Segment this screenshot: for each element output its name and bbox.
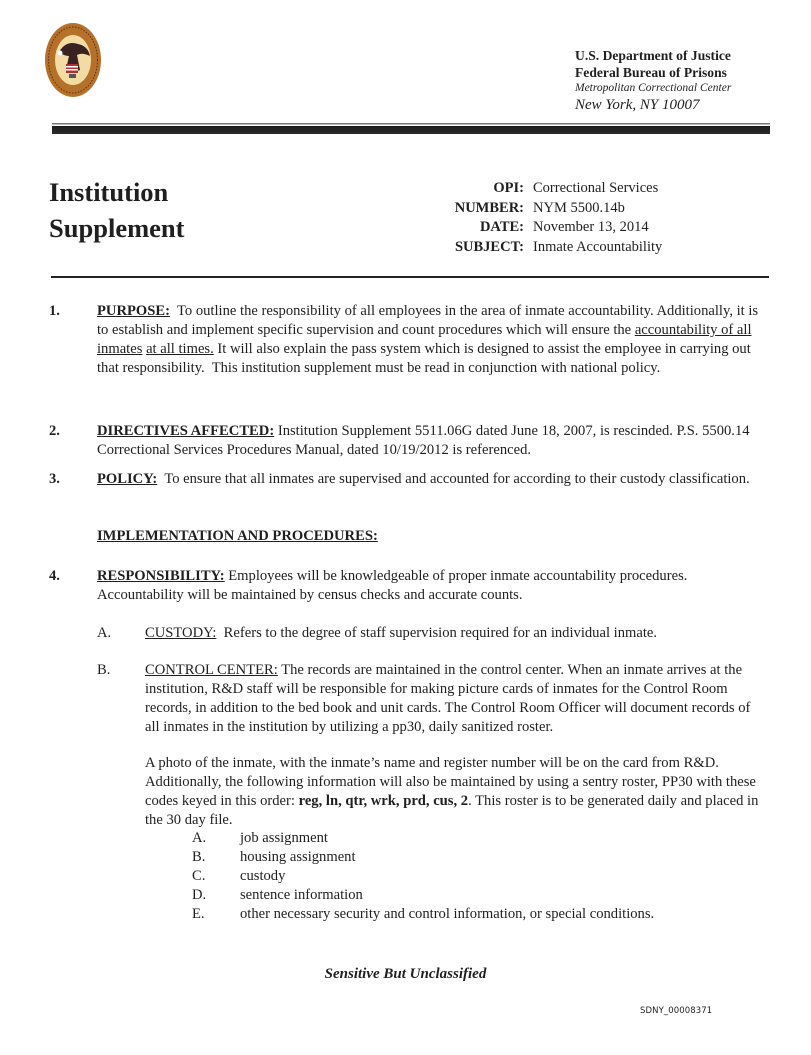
section-heading: DIRECTIVES AFFECTED:: [97, 423, 275, 439]
roster-text: A photo of the inmate, with the inmate’s name and register number will be on the card from R&D. Additionally, the following information will also be maintained by using a sentry roster, PP30 with these codes keyed in this order:: [145, 755, 756, 809]
subsection-heading: CONTROL CENTER:: [145, 662, 278, 678]
document-title: [49, 174, 184, 246]
meta-key: DATE:: [479, 219, 524, 235]
list-item: [192, 905, 654, 924]
roster-items-list: [192, 829, 654, 924]
section-number: 3.: [49, 471, 60, 487]
section-heading: RESPONSIBILITY:: [97, 568, 225, 584]
meta-subject: [400, 238, 662, 258]
item-text: other necessary security and control information, or special conditions.: [240, 906, 655, 922]
section-number: 2.: [49, 423, 60, 439]
section-text: Employees will be knowledgeable of proper inmate accountability procedures. Accountability will be maintained by census checks and accurate counts.: [97, 568, 688, 603]
meta-key: SUBJECT:: [454, 238, 524, 255]
subsection-custody: [145, 624, 765, 643]
agency-line-1: U.S. Department of Justice: [575, 48, 731, 63]
subsection-letter: A.: [97, 625, 112, 641]
section-responsibility: [97, 567, 767, 605]
subsection-text: The records are maintained in the control center. When an inmate arrives at the institution, R&D staff will be responsible for making picture cards of inmates for the Control Room records, in addition to the bed book and unit cards. The Control Room Officer will document records of all inmates in the institution by utilizing a pp30, daily sanitized roster.: [145, 662, 751, 735]
section-policy: [97, 470, 767, 489]
item-text: sentence information: [240, 887, 363, 903]
item-letter: E.: [192, 906, 205, 922]
subsection-letter: B.: [97, 662, 111, 678]
meta-value: NYM 5500.14b: [533, 199, 625, 216]
underlined-text: at all times.: [146, 341, 214, 357]
list-item: [192, 829, 654, 848]
section-number: 1.: [49, 303, 60, 319]
title-divider: [51, 276, 769, 278]
meta-date: [400, 218, 662, 238]
doj-seal-logo: [44, 22, 102, 98]
implementation-heading: IMPLEMENTATION AND PROCEDURES:: [97, 528, 378, 544]
underlined-text: accountability of all inmates: [97, 322, 752, 357]
roster-codes: reg, ln, qtr, wrk, prd, cus, 2: [298, 793, 469, 809]
meta-key: NUMBER:: [454, 199, 524, 216]
list-item: [192, 848, 654, 867]
meta-value: Inmate Accountability: [533, 238, 663, 255]
list-item: [192, 867, 654, 886]
section-purpose: [97, 302, 767, 378]
subsection-control-center: [145, 661, 765, 737]
classification-footer: Sensitive But Unclassified: [324, 966, 487, 982]
meta-key: OPI:: [493, 180, 524, 196]
title-line-1: Institution: [49, 177, 169, 207]
item-text: custody: [240, 868, 286, 884]
title-line-2: Supplement: [49, 213, 185, 243]
agency-line-2: Federal Bureau of Prisons: [575, 65, 727, 80]
section-number: 4.: [49, 568, 60, 584]
section-directives: [97, 422, 767, 460]
meta-opi: [400, 179, 662, 199]
item-letter: A.: [192, 830, 207, 846]
section-heading: POLICY:: [97, 471, 158, 487]
agency-address: New York, NY 10007: [575, 97, 700, 113]
section-text: To outline the responsibility of all employees in the area of inmate accountability. Additionally, it is to establish and implement specific supervision and count procedures which will ensure the: [97, 303, 762, 338]
meta-value: November 13, 2014: [533, 219, 649, 235]
meta-number: [400, 199, 662, 219]
subsection-heading: CUSTODY:: [145, 625, 217, 641]
section-text: To ensure that all inmates are supervised and accounted for according to their custody classification.: [157, 471, 750, 487]
section-text: Institution Supplement 5511.06G dated June 18, 2007, is rescinded. P.S. 5500.14 Correctional Services Procedures Manual, dated 10/19/2012 is referenced.: [97, 423, 750, 458]
subsection-text: Refers to the degree of staff supervision required for an individual inmate.: [216, 625, 658, 641]
meta-value: Correctional Services: [533, 180, 659, 196]
agency-line-3: Metropolitan Correctional Center: [575, 82, 732, 94]
item-text: housing assignment: [240, 849, 356, 865]
item-letter: D.: [192, 887, 207, 903]
roster-text: . This roster is to be generated daily and placed in the 30 day file.: [145, 793, 759, 828]
header-divider: [52, 123, 770, 134]
agency-letterhead: [575, 47, 731, 114]
item-text: job assignment: [240, 830, 328, 846]
document-metadata: [400, 179, 662, 257]
section-text: It will also explain the pass system which is designed to assist the employee in carrying out that responsibility. This institution supplement must be read in conjunction with national policy.: [97, 341, 755, 376]
roster-paragraph: [145, 754, 765, 830]
item-letter: C.: [192, 868, 206, 884]
list-item: [192, 886, 654, 905]
section-heading: PURPOSE:: [97, 303, 170, 319]
bates-number: SDNY_00008371: [640, 1006, 713, 1016]
item-letter: B.: [192, 849, 206, 865]
